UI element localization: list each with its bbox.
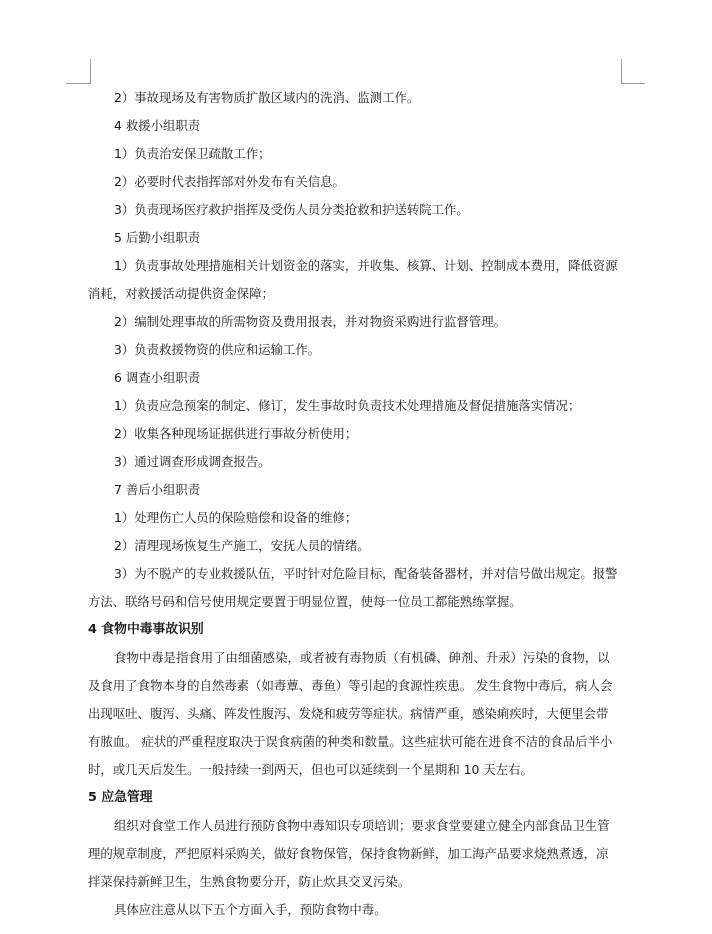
subheading-rescue-group: 4 救援小组职责 [114,118,201,133]
text-line: 有脓血。 症状的严重程度取决于误食病菌的种类和数量。这些症状可能在进食不洁的食品后半小 [88,734,613,749]
document-page [88,84,628,924]
subheading-investigation-group: 6 调查小组职责 [114,370,201,385]
crop-mark-top-left-h [66,83,90,84]
text-line: 组织对食堂工作人员进行预防食物中毒知识专项培训；要求食堂要建立健全内部食品卫生管 [114,818,610,833]
text-line: 3）负责救援物资的供应和运输工作。 [114,342,321,357]
paragraph-emergency-management [88,812,628,896]
text-line: 及食用了食物本身的自然毒素（如毒蕈、毒鱼）等引起的食源性疾患。 发生食物中毒后，病人会 [88,678,613,693]
text-line: 1）负责事故处理措施相关计划资金的落实，并收集、核算、计划、控制成本费用，降低资源 [114,258,618,273]
text-line: 2）编制处理事故的所需物资及费用报表，并对物资采购进行监督管理。 [114,314,506,329]
text-line: 理的规章制度，严把原料采购关，做好食物保管，保持食物新鲜，加工海产品要求烧熟煮透，凉 [88,846,609,861]
text-line: 3）通过调查形成调查报告。 [114,454,271,469]
text-line: 2）必要时代表指挥部对外发布有关信息。 [114,174,345,189]
subheading-aftermath-group: 7 善后小组职责 [114,482,201,497]
text-line: 2）事故现场及有害物质扩散区域内的洗消、监测工作。 [114,90,420,105]
section-heading-emergency-management: 5 应急管理 [88,790,153,805]
text-line: 2）收集各种现场证据供进行事故分析使用； [114,426,358,441]
text-line: 时，或几天后发生。一般持续一到两天，但也可以延续到一个星期和 10 天左右。 [88,762,533,777]
crop-mark-top-right-v [621,59,622,84]
text-line: 出现呕吐、腹泻、头痛、阵发性腹泻、发烧和疲劳等症状。病情严重，感染痢疾时，大便里会带 [88,706,609,721]
section-heading-food-poisoning: 4 食物中毒事故识别 [88,622,204,637]
text-line: 具体应注意从以下五个方面入手，预防食物中毒。 [114,902,387,917]
text-line: 3）为不脱产的专业救援队伍，平时针对危险目标，配备装备器材，并对信号做出规定。报警 [114,566,618,581]
text-line: 消耗，对救援活动提供资金保障； [88,286,274,301]
text-line: 3）负责现场医疗救护指挥及受伤人员分类抢救和护送转院工作。 [114,202,469,217]
text-line: 方法、联络号码和信号使用规定要置于明显位置，使每一位员工都能熟练掌握。 [88,594,522,609]
subheading-logistics-group: 5 后勤小组职责 [114,230,201,245]
text-line: 1）负责治安保卫疏散工作； [114,146,271,161]
text-line: 2）清理现场恢复生产施工，安抚人员的情绪。 [114,538,370,553]
text-line: 食物中毒是指食用了由细菌感染，或者被有毒物质（有机磷、砷剂、升汞）污染的食物，以 [114,650,610,665]
paragraph-food-poisoning [88,644,628,784]
crop-mark-top-left-v [90,59,91,84]
text-line: 拌菜保持新鲜卫生，生熟食物要分开，防止炊具交叉污染。 [88,874,411,889]
text-line: 1）负责应急预案的制定、修订，发生事故时负责技术处理措施及督促措施落实情况； [114,398,581,413]
text-line: 1）处理伤亡人员的保险赔偿和设备的维修； [114,510,358,525]
